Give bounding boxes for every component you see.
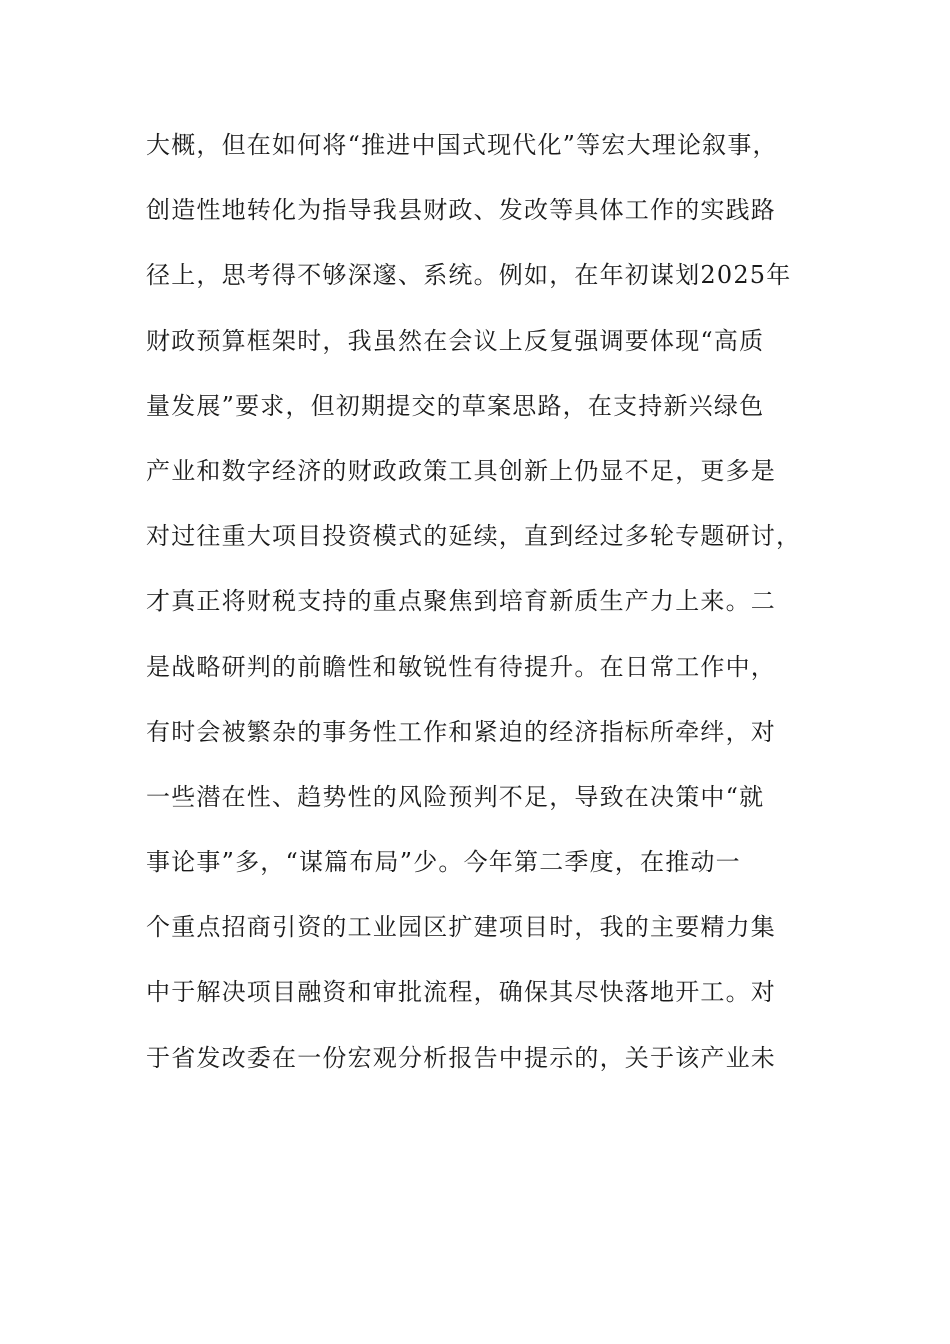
text-line: 创造性地转化为指导我县财政、发改等具体工作的实践路: [146, 196, 776, 225]
text-line: 事论事”多，“谋篇布局”少。今年第二季度，在推动一: [146, 848, 741, 877]
body-paragraph: [146, 126, 826, 1104]
text-line: 径上，思考得不够深邃、系统。例如，在年初谋划2025年: [146, 261, 792, 290]
text-line: 有时会被繁杂的事务性工作和紧迫的经济指标所牵绊，对: [146, 717, 776, 746]
text-line: 中于解决项目融资和审批流程，确保其尽快落地开工。对: [146, 978, 776, 1007]
text-line: 一些潜在性、趋势性的风险预判不足，导致在决策中“就: [146, 782, 765, 811]
text-line: 大概，但在如何将“推进中国式现代化”等宏大理论叙事，: [146, 131, 778, 159]
text-line: 对过往重大项目投资模式的延续，直到经过多轮专题研讨，: [146, 522, 802, 551]
text-line: 是战略研判的前瞻性和敏锐性有待提升。在日常工作中，: [146, 652, 776, 681]
text-line: 于省发改委在一份宏观分析报告中提示的，关于该产业未: [146, 1043, 776, 1072]
text-line: 个重点招商引资的工业园区扩建项目时，我的主要精力集: [146, 913, 776, 942]
text-line: 量发展”要求，但初期提交的草案思路，在支持新兴绿色: [146, 391, 765, 420]
text-line: 财政预算框架时，我虽然在会议上反复强调要体现“高质: [146, 326, 765, 355]
text-line: 才真正将财税支持的重点聚焦到培育新质生产力上来。二: [146, 587, 776, 616]
text-line: 产业和数字经济的财政政策工具创新上仍显不足，更多是: [146, 456, 776, 485]
